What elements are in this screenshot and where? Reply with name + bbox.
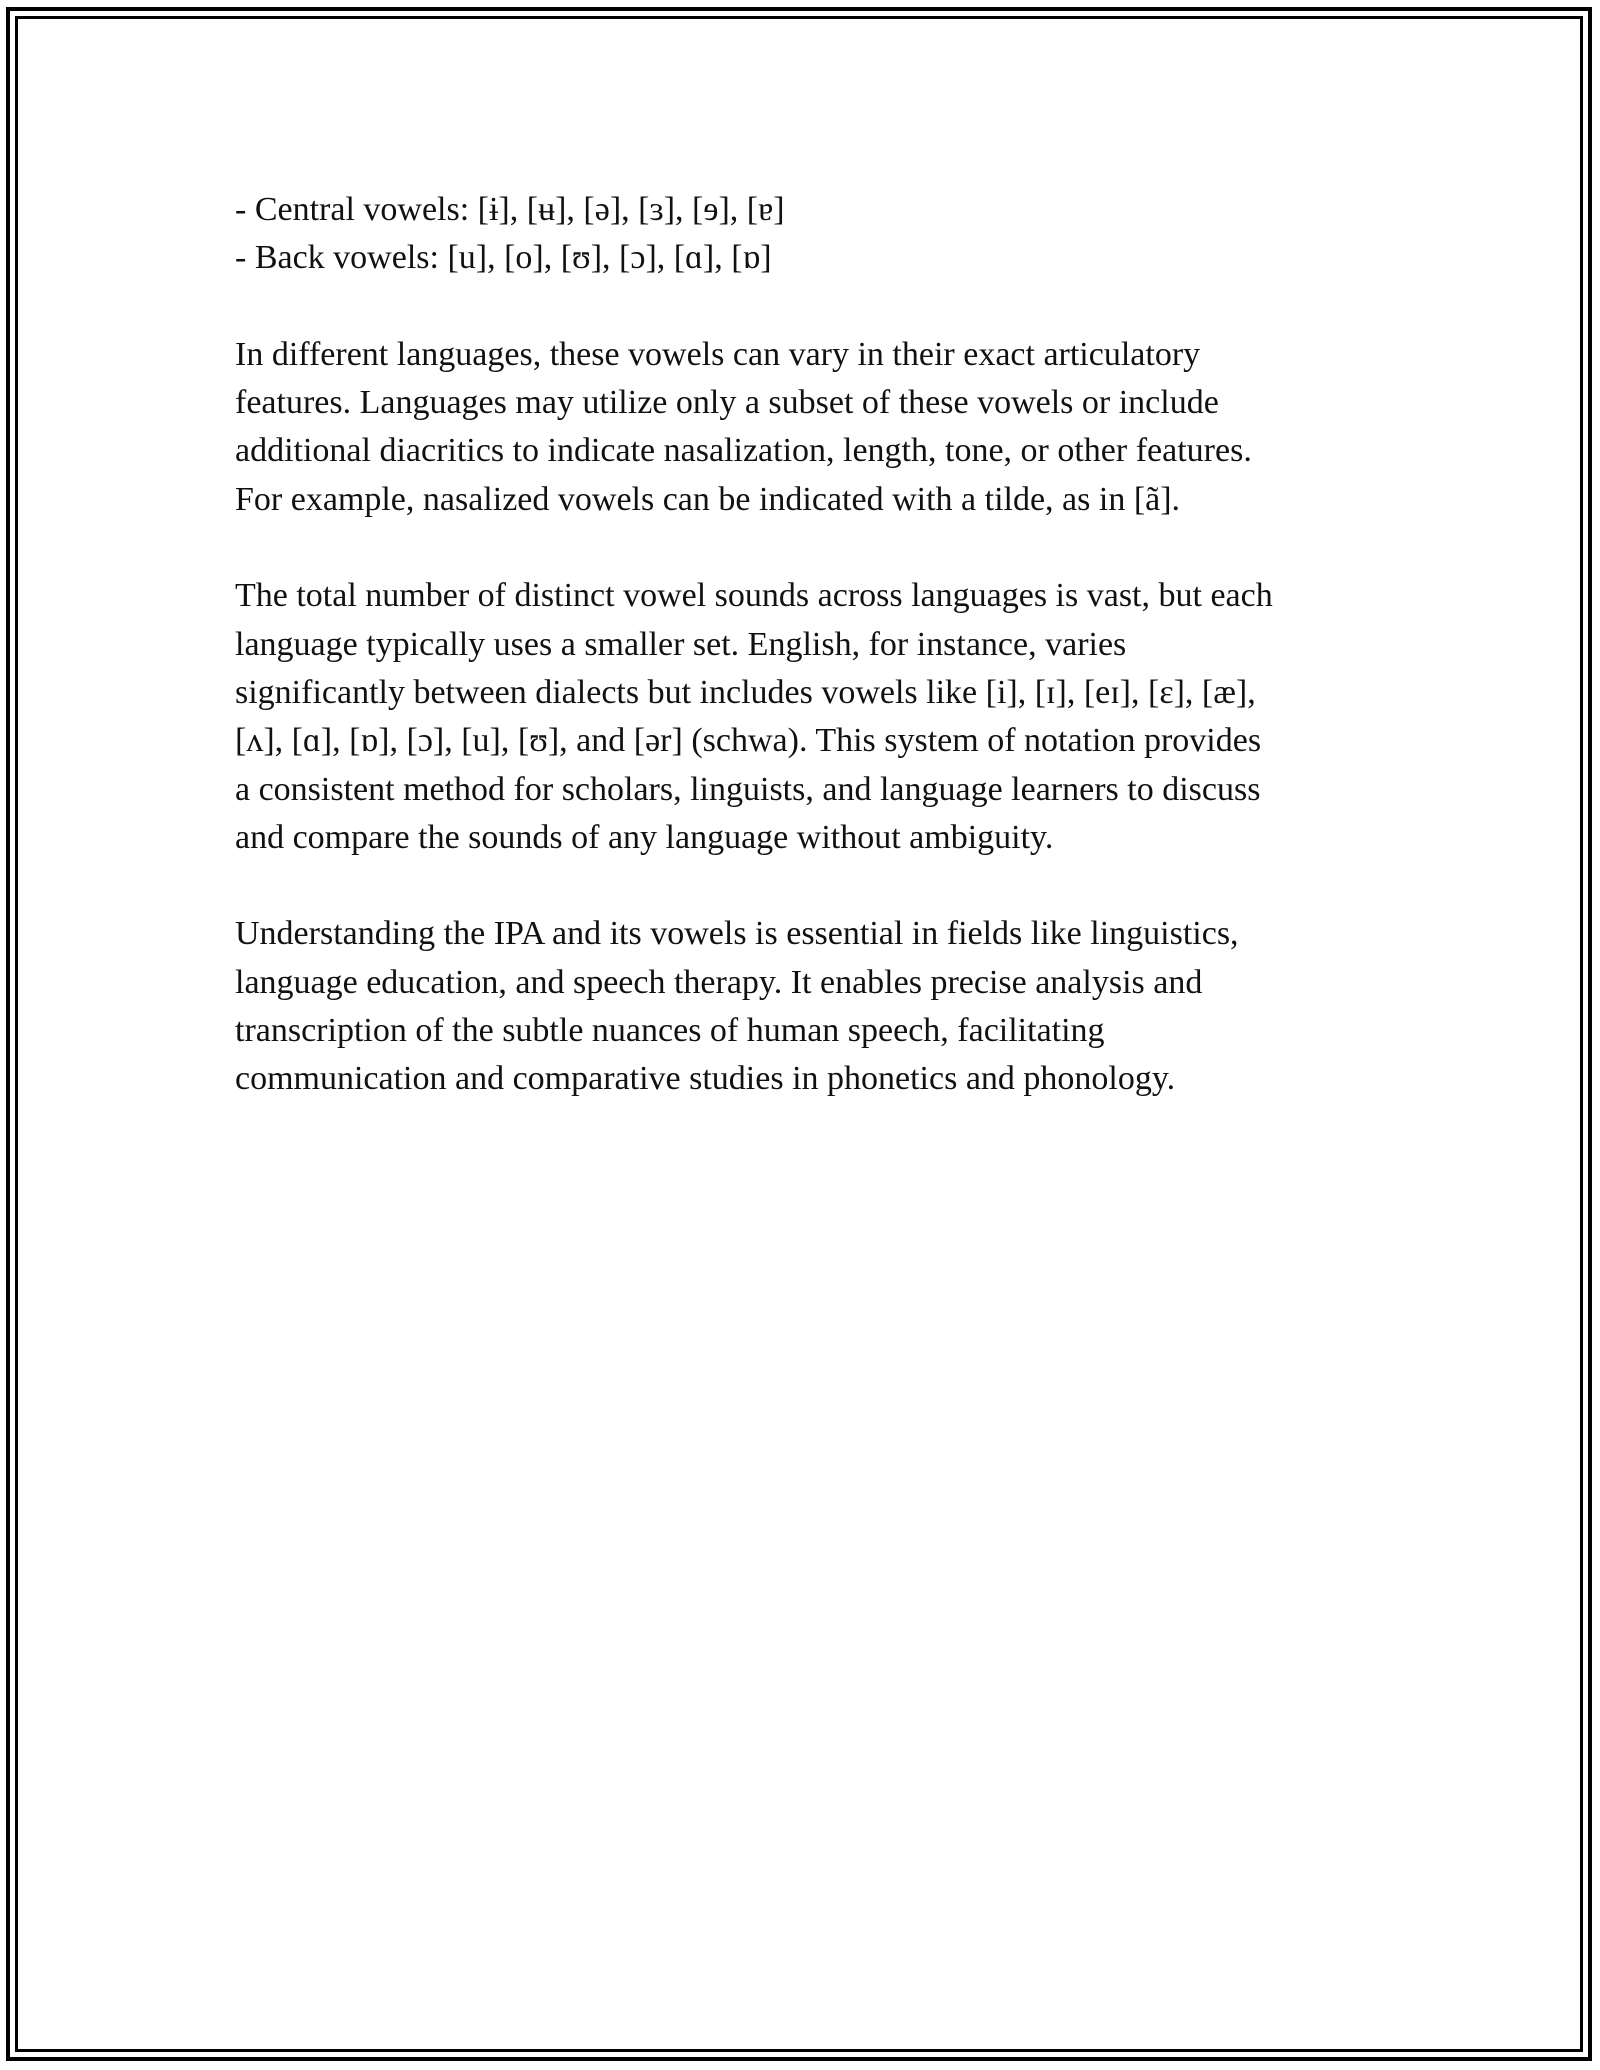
list-item-back-vowels: - Back vowels: [u], [o], [ʊ], [ɔ], [ɑ], [ɒ] [235,239,772,277]
text-line: transcription of the subtle nuances of human speech, facilitating [235,1012,1105,1050]
list-item-central-vowels: - Central vowels: [ɨ], [ʉ], [ə], [ɜ], [ɘ], [ɐ] [235,191,785,228]
text-line: features. Languages may utilize only a subset of these vowels or include [235,384,1219,422]
text-line: [ʌ], [ɑ], [ɒ], [ɔ], [u], [ʊ], and [ər] (schwa). This system of notation provides [235,722,1262,760]
text-line: language education, and speech therapy. It enables precise analysis and [235,963,1203,1001]
paragraph-gap [235,862,1365,910]
text-line: For example, nasalized vowels can be indicated with a tilde, as in [ã]. [235,480,1181,518]
document-body [235,186,1365,1104]
paragraph-gap [235,524,1365,572]
vowel-list [235,186,1365,283]
text-line: a consistent method for scholars, linguists, and language learners to discuss [235,770,1261,808]
text-line: and compare the sounds of any language without ambiguity. [235,818,1054,856]
paragraph-english-vowels [235,572,1365,862]
text-line: The total number of distinct vowel sounds across languages is vast, but each [235,577,1273,615]
paragraph-gap [235,283,1365,331]
paragraph-language-variation [235,331,1365,524]
text-line: Understanding the IPA and its vowels is essential in fields like linguistics, [235,915,1239,953]
text-line: additional diacritics to indicate nasalization, length, tone, or other features. [235,432,1252,470]
text-line: language typically uses a smaller set. English, for instance, varies [235,625,1127,663]
text-line: significantly between dialects but includes vowels like [i], [ɪ], [eɪ], [ɛ], [æ], [235,673,1256,711]
text-line: communication and comparative studies in phonetics and phonology. [235,1060,1176,1098]
text-line: In different languages, these vowels can vary in their exact articulatory [235,335,1201,373]
paragraph-ipa-importance [235,910,1365,1103]
